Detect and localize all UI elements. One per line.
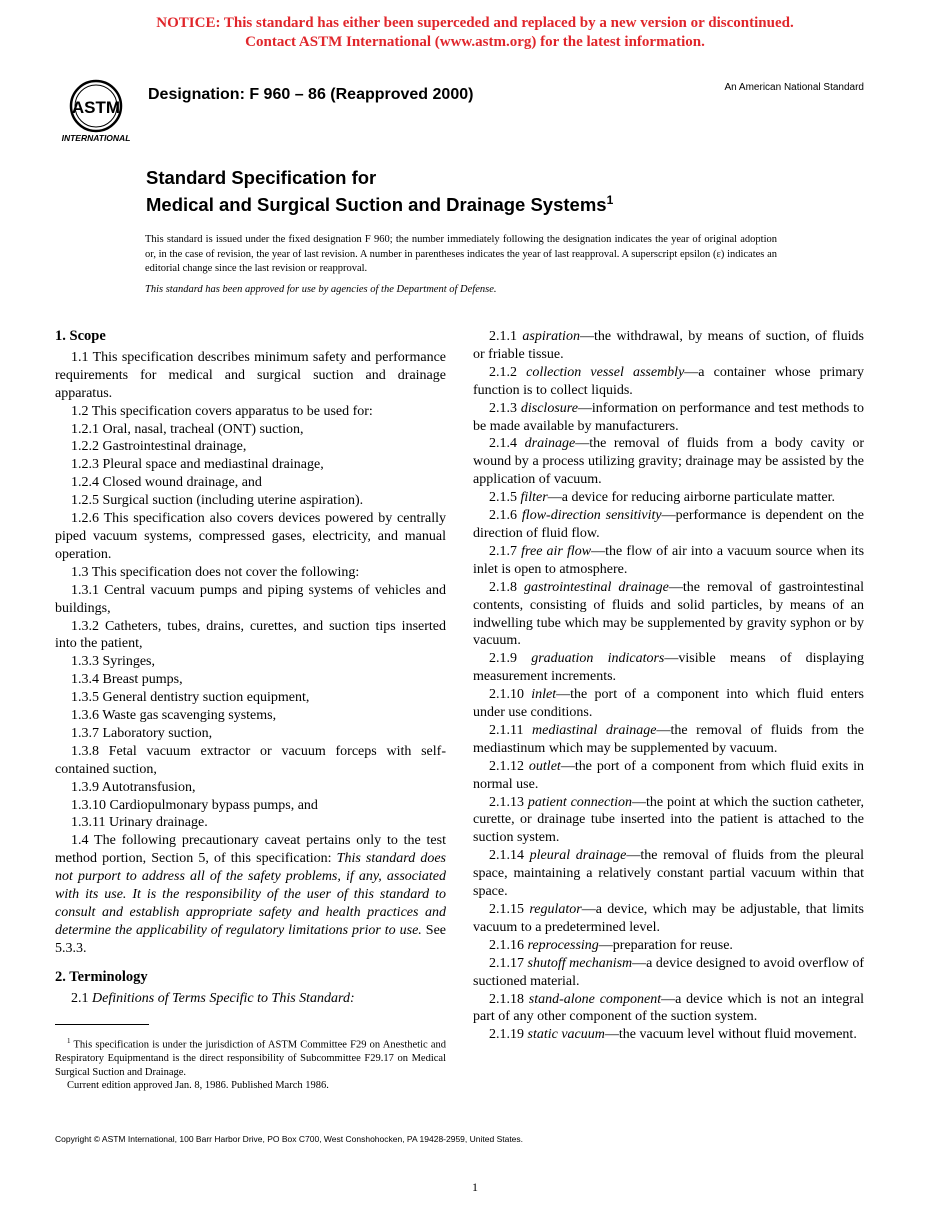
definition-text: —the port of a component into which fluid enters under use conditions. [473, 687, 864, 721]
footnote [55, 1035, 446, 1093]
footnote-rule [55, 1024, 149, 1025]
paragraph-1-2-2: 1.2.2 Gastrointestinal drainage, [71, 439, 247, 455]
paragraph-1-3-11: 1.3.11 Urinary drainage. [71, 815, 208, 831]
definition-term: regulator [529, 902, 582, 917]
definition-item [473, 955, 864, 991]
paragraph-1-2: 1.2 This specification covers apparatus to be used for: [71, 403, 373, 419]
designation: Designation: F 960 – 86 (Reapproved 2000) [148, 86, 474, 103]
definition-number: 2.1.1 [489, 329, 523, 344]
definition-term: shutoff mechanism [527, 955, 633, 971]
definition-text: —the removal of fluids from the mediastinum which may be supplemented by vacuum. [473, 722, 865, 756]
definition-number: 2.1.19 [489, 1027, 528, 1043]
copyright-line: Copyright © ASTM International, 100 Barr Harbor Drive, PO Box C700, West Conshohocken, PA 19428-2959, United States. [55, 1134, 524, 1144]
definition-text: —the flow of air into a vacuum source when its inlet is open to atmosphere. [473, 543, 865, 577]
paragraph-1-3-4: 1.3.4 Breast pumps, [71, 672, 183, 688]
definition-text: —the removal of fluids from a body cavity or wound by a process utilizing gravity; drainage may be assisted by the application of vacuum. [473, 436, 864, 488]
safety-caveat: This standard does not purport to address all of the safety problems, if any, associated with its use. It is the responsibility of the user of this standard to consult and establish appropriate safety and health practices and determine the applicability of regulatory limitations prior to use. [55, 851, 446, 938]
issuance-paragraph: This standard is issued under the fixed designation F 960; the number immediately following the designation indicates the year of original adoption or, in the case of revision, the year of last revision. A number in parentheses indicates the year of last reapproval. A superscript epsilon (ε) indicates an editorial change since the last revision or reapproval. [145, 234, 777, 274]
definition-text: —a device designed to avoid overflow of suctioned material. [473, 955, 864, 989]
paragraph-1-2-3: 1.2.3 Pleural space and mediastinal drainage, [71, 457, 324, 473]
definition-term: inlet [531, 687, 557, 703]
definition-text: —a device for reducing airborne particulate matter. [547, 490, 835, 506]
notice-line-2: Contact ASTM International (www.astm.org) for the latest information. [245, 34, 705, 50]
title-line-2 [146, 189, 613, 216]
paragraph-2-1 [55, 990, 446, 1008]
footnote-edition: Current edition approved Jan. 8, 1986. Published March 1986. [67, 1080, 329, 1091]
definition-term: aspiration [522, 329, 580, 344]
definition-number: 2.1.5 [489, 490, 521, 506]
paragraph-1-3-9: 1.3.9 Autotransfusion, [71, 779, 196, 795]
paragraph-number: 2.1 [71, 990, 92, 1006]
definition-text: —the withdrawal, by means of suction, of fluids or friable tissue. [473, 329, 864, 362]
definition-item [473, 507, 864, 543]
definition-text: —the removal of gastrointestinal contents, consisting of fluids and solid particles, by means of an indwelling tube which may be supplemented by gravity syphon or by vacuum. [473, 579, 864, 649]
definition-item [473, 543, 864, 579]
definition-item [473, 579, 864, 651]
paragraph-2-1-heading: Definitions of Terms Specific to This Standard: [92, 990, 355, 1006]
definition-term: drainage [524, 436, 576, 452]
definition-term: disclosure [520, 400, 578, 416]
dod-approval-note: This standard has been approved for use by agencies of the Department of Defense. [145, 284, 497, 295]
paragraph-1-3-2: 1.3.2 Catheters, tubes, drains, curettes, and suction tips inserted into the patient, [55, 618, 446, 652]
definition-number: 2.1.10 [489, 687, 532, 703]
definition-number: 2.1.17 [489, 955, 528, 971]
definition-number: 2.1.13 [489, 794, 528, 810]
definition-item [473, 435, 864, 489]
paragraph-1-3-10: 1.3.10 Cardiopulmonary bypass pumps, and [71, 797, 318, 813]
paragraph-1-2-4: 1.2.4 Closed wound drainage, and [71, 475, 262, 491]
definition-text: —the point at which the suction catheter, curette, or drainage tube inserted into the patient is attached to the suction system. [473, 794, 865, 846]
definition-text: —the vacuum level without fluid movement. [604, 1027, 857, 1043]
definition-item [473, 489, 864, 507]
definition-term: collection vessel assembly [526, 364, 685, 380]
page-number: 1 [472, 1180, 478, 1194]
definition-number: 2.1.2 [489, 364, 527, 380]
paragraph-1-2-5: 1.2.5 Surgical suction (including uterine aspiration). [71, 493, 364, 509]
paragraph-1-3-7: 1.3.7 Laboratory suction, [71, 725, 213, 741]
definition-text: —the removal of fluids from the pleural space, maintaining a relatively constant partial vacuum within that space. [473, 848, 864, 900]
paragraph-1-3-6: 1.3.6 Waste gas scavenging systems, [71, 708, 277, 724]
definition-number: 2.1.15 [489, 902, 530, 917]
paragraph-1-3-8: 1.3.8 Fetal vacuum extractor or vacuum forceps with self-contained suction, [55, 743, 446, 777]
title-text: Medical and Surgical Suction and Drainage Systems [146, 194, 607, 216]
definition-item [473, 722, 864, 758]
paragraph-1-2-1: 1.2.1 Oral, nasal, tracheal (ONT) suction, [71, 421, 304, 437]
discontinued-notice [0, 14, 950, 52]
definition-number: 2.1.3 [489, 400, 521, 416]
definition-text: —information on performance and test methods to be made available by manufacturers. [473, 400, 864, 434]
definition-item [473, 937, 864, 955]
astm-logo [56, 76, 136, 144]
caveat-intro: 1.4 The following precautionary caveat pertains only to the test method portion, Section 5, of this specification: [55, 833, 446, 867]
definition-number: 2.1.6 [489, 508, 522, 524]
definition-item [473, 847, 864, 901]
definition-item [473, 364, 864, 400]
definition-text: —performance is dependent on the direction of fluid flow. [473, 508, 865, 541]
paragraph-1-4 [55, 832, 446, 957]
left-column [55, 328, 446, 1008]
definition-item [473, 400, 864, 436]
definition-text: —a device which is not an integral part of any other component of the suction system. [473, 991, 865, 1025]
definition-number: 2.1.12 [489, 758, 529, 774]
paragraph-1-3: 1.3 This specification does not cover the following: [71, 564, 360, 580]
title-line-1: Standard Specification for [146, 167, 377, 188]
paragraph-1-2-6: 1.2.6 This specification also covers devices powered by centrally piped vacuum systems, compressed gases, electricity, and manual operation. [55, 511, 446, 562]
definition-term: reprocessing [527, 937, 599, 953]
title-footnote-mark: 1 [606, 193, 614, 207]
definition-term: graduation indicators [531, 651, 665, 667]
definition-text: —a device, which may be adjustable, that limits vacuum to a predetermined level. [473, 902, 864, 935]
definition-number: 2.1.4 [489, 436, 525, 452]
definition-term: pleural drainage [529, 848, 627, 864]
footnote-mark: 1 [67, 1037, 71, 1045]
definition-term: gastrointestinal drainage [523, 579, 669, 595]
right-column [473, 328, 864, 1044]
definition-term: filter [520, 490, 548, 506]
definition-number: 2.1.7 [489, 543, 522, 559]
definition-text: —the port of a component from which fluid exits in normal use. [473, 758, 864, 792]
definition-text: —visible means of displaying measurement increments. [473, 651, 864, 685]
definition-term: outlet [528, 758, 561, 774]
definition-number: 2.1.11 [489, 722, 533, 738]
definition-text: —preparation for reuse. [598, 937, 733, 953]
footnote-1 [55, 1035, 446, 1079]
definition-item [473, 1026, 864, 1044]
definition-item [473, 794, 864, 848]
logo-subtext: INTERNATIONAL [61, 133, 131, 143]
notice-line-1: NOTICE: This standard has either been superceded and replaced by a new version or discontinued. [156, 15, 794, 31]
definition-term: patient connection [527, 794, 632, 810]
definition-term: free air flow [521, 543, 592, 559]
definition-number: 2.1.14 [489, 848, 530, 864]
definition-item [473, 686, 864, 722]
definition-text: —a container whose primary function is to collect liquids. [473, 364, 864, 398]
definition-item [473, 991, 864, 1027]
paragraph-1-3-3: 1.3.3 Syringes, [71, 654, 155, 670]
paragraph-1-3-1: 1.3.1 Central vacuum pumps and piping systems of vehicles and buildings, [55, 582, 446, 616]
definition-item [473, 328, 864, 364]
footnote-text: This specification is under the jurisdiction of ASTM Committee F29 on Anesthetic and Respiratory Equipmentand is the direct responsibility of Subcommittee F29.17 on Medical Surgical Suction and Drainage. [55, 1039, 447, 1078]
document-title [146, 166, 613, 216]
definition-term: flow-direction sensitivity [521, 508, 662, 524]
definition-term: static vacuum [527, 1027, 605, 1043]
definition-number: 2.1.16 [489, 937, 528, 953]
caveat-reference: See 5.3.3. [55, 922, 446, 956]
definition-term: stand-alone component [528, 991, 662, 1007]
definition-item [473, 758, 864, 794]
definition-item [473, 650, 864, 686]
section-heading-scope: 1. Scope [55, 328, 106, 344]
definition-number: 2.1.18 [489, 991, 529, 1007]
paragraph-1-1: 1.1 This specification describes minimum safety and performance requirements for medical and surgical suction and drainage apparatus. [55, 349, 446, 401]
definition-term: mediastinal drainage [532, 722, 657, 738]
definition-item [473, 901, 864, 937]
section-heading-terminology: 2. Terminology [55, 968, 148, 985]
american-national-standard-label: An American National Standard [724, 82, 864, 93]
logo-text: ASTM [71, 98, 121, 117]
definition-number: 2.1.8 [489, 579, 524, 595]
paragraph-1-3-5: 1.3.5 General dentistry suction equipment, [71, 690, 310, 706]
definition-number: 2.1.9 [489, 651, 532, 667]
